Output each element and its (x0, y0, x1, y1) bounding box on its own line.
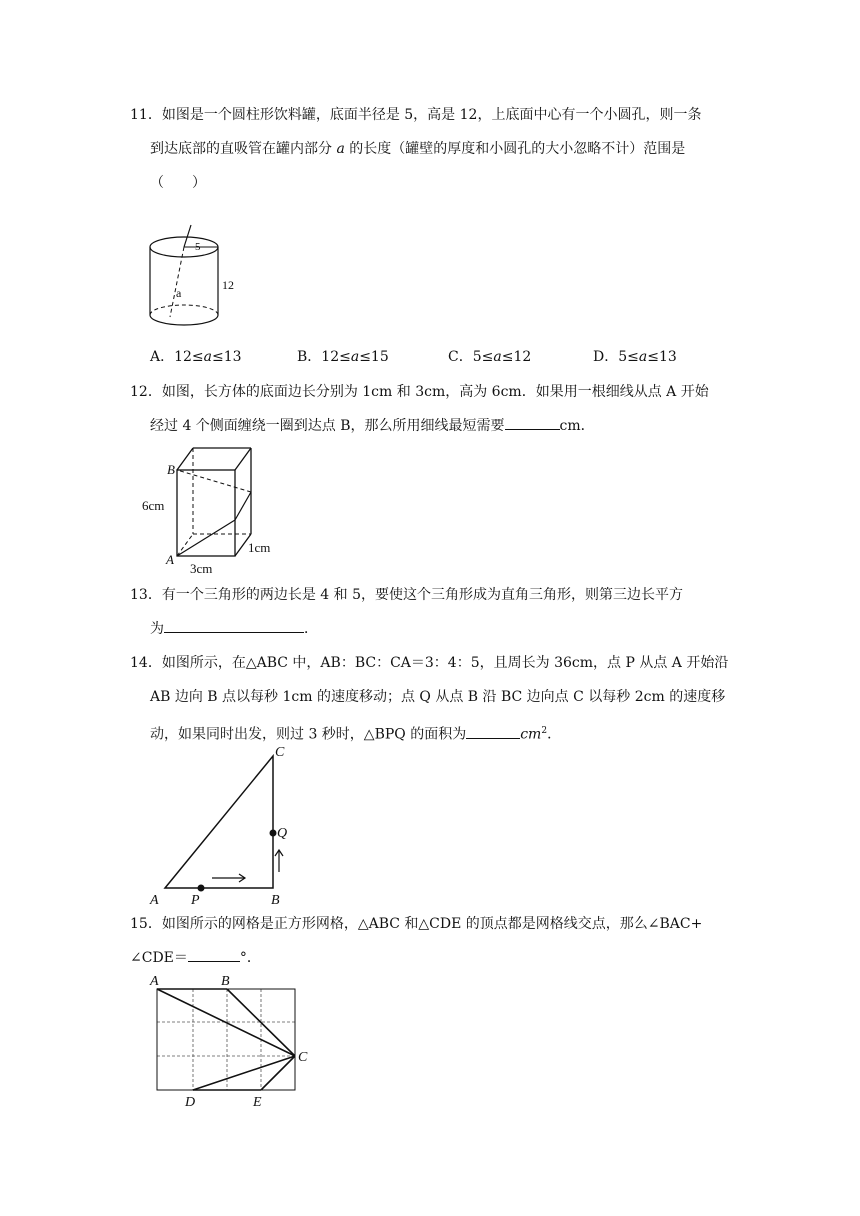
q11-line-2: 到达底部的直吸管在罐内部分 a 的长度（罐壁的厚度和小圆孔的大小忽略不计）范围是 (150, 141, 686, 157)
segment-ac (157, 989, 295, 1056)
question-11 (130, 98, 740, 200)
q11-line-1: 11．如图是一个圆柱形饮料罐，底面半径是 5，高是 12，上底面中心有一个小圆孔，则一条 (130, 107, 702, 123)
label-b: B (221, 974, 230, 989)
grid-border (157, 989, 295, 1090)
straw-outside (184, 225, 191, 247)
choice-c[interactable]: C．5≤a≤12 (448, 349, 532, 365)
front-face (177, 470, 235, 556)
height-label: 6cm (142, 498, 165, 513)
depth-label: 1cm (248, 540, 271, 555)
segment-dc (193, 1056, 295, 1090)
height-label: 12 (222, 278, 234, 292)
q14-line-2: AB 边向 B 点以每秒 1cm 的速度移动；点 Q 从点 B 沿 BC 边向点 C 以每秒 2cm 的速度移 (150, 689, 726, 705)
label-c: C (275, 745, 285, 760)
straw-inside (170, 247, 184, 317)
radius-label: 5 (195, 241, 201, 253)
q11-cylinder-figure (140, 225, 250, 335)
label-q: Q (277, 826, 288, 841)
q15-line-2: ∠CDE＝ °． (130, 941, 740, 975)
question-15 (130, 907, 740, 975)
label-c: C (298, 1050, 308, 1065)
q12-cuboid-figure (140, 440, 290, 575)
answer-blank[interactable] (466, 724, 520, 739)
point-p (198, 885, 205, 892)
string-front (177, 520, 235, 556)
point-q (270, 830, 277, 837)
answer-blank[interactable] (164, 618, 304, 633)
label-a: A (150, 974, 159, 989)
point-b-label: B (167, 462, 175, 477)
q15-grid-figure (145, 970, 320, 1110)
point-a-label: A (166, 552, 174, 567)
label-p: P (191, 893, 200, 908)
q12-line-2: 经过 4 个侧面缠绕一圈到达点 B，那么所用细线最短需要 cm． (130, 409, 740, 443)
triangle-abc (165, 756, 273, 888)
answer-blank[interactable] (188, 947, 240, 962)
label-b: B (271, 893, 280, 908)
choice-d[interactable]: D．5≤a≤13 (593, 349, 677, 365)
label-d: D (185, 1095, 196, 1110)
width-label: 3cm (190, 561, 213, 576)
answer-blank[interactable] (505, 415, 560, 430)
straw-label: a (176, 286, 182, 300)
q11-line-3: （ ） (150, 175, 206, 191)
question-12 (130, 375, 740, 443)
label-a: A (150, 893, 159, 908)
string-side (235, 492, 251, 520)
string-back (177, 470, 251, 492)
q14-line-1: 14．如图所示，在△ABC 中，AB：BC：CA＝3：4：5，且周长为 36cm，点 P 从点 A 开始沿 (130, 655, 729, 671)
q13-line-2: 为 ． (130, 612, 740, 646)
cylinder-bottom-front (150, 315, 218, 325)
grid-lines (157, 989, 295, 1090)
q12-line-1: 12．如图，长方体的底面边长分别为 1cm 和 3cm，高为 6cm．如果用一根细线从点 A 开始 (130, 384, 709, 400)
q14-line-3: 动，如果同时出发，则过 3 秒时，△BPQ 的面积为 $cm^2$． (130, 714, 740, 752)
choice-a[interactable]: A．12≤a≤13 (150, 349, 242, 365)
q13-line-1: 13．有一个三角形的两边长是 4 和 5，要使这个三角形成为直角三角形，则第三边长平方 (130, 587, 683, 603)
q14-triangle-figure (145, 740, 305, 910)
cylinder-bottom-back (150, 305, 218, 315)
question-13 (130, 578, 740, 646)
question-14 (130, 646, 740, 752)
label-e: E (253, 1095, 262, 1110)
choice-b[interactable]: B．12≤a≤15 (297, 349, 389, 365)
q15-line-1: 15．如图所示的网格是正方形网格，△ABC 和△CDE 的顶点都是网格线交点，那么∠BAC+ (130, 916, 703, 932)
